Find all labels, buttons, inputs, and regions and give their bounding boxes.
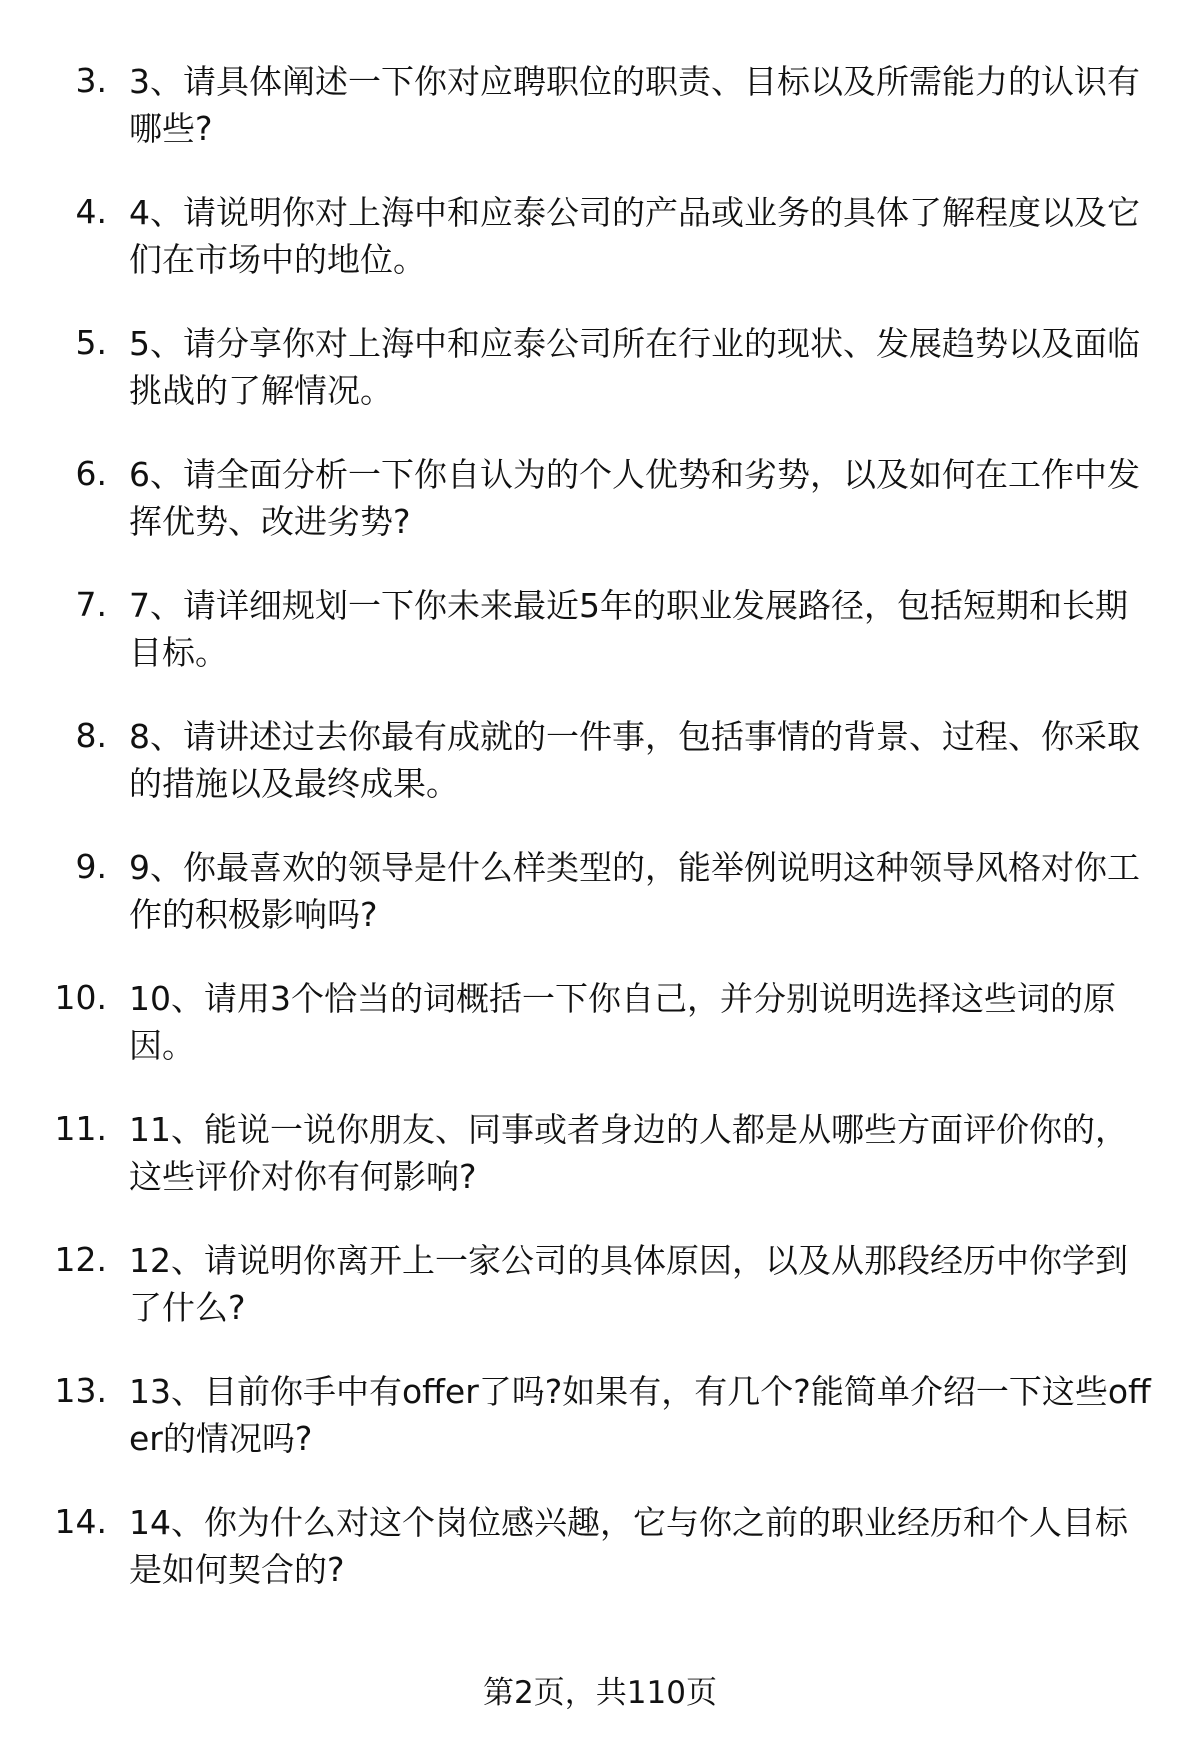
question-number: 10.	[54, 978, 107, 1017]
question-item	[0, 320, 1200, 451]
question-number: 13.	[54, 1371, 107, 1410]
question-text: 8、请讲述过去你最有成就的一件事，包括事情的背景、过程、你采取的措施以及最终成果。	[129, 717, 1140, 803]
question-item	[0, 1237, 1200, 1368]
question-number: 8.	[75, 716, 107, 755]
question-text: 6、请全面分析一下你自认为的个人优势和劣势，以及如何在工作中发挥优势、改进劣势?	[129, 455, 1140, 541]
document-page	[0, 58, 1200, 1630]
question-text: 12、请说明你离开上一家公司的具体原因，以及从那段经历中你学到了什么?	[129, 1241, 1128, 1327]
question-number: 9.	[75, 847, 107, 886]
question-list	[0, 58, 1200, 1630]
question-text: 7、请详细规划一下你未来最近5年的职业发展路径，包括短期和长期目标。	[129, 586, 1128, 672]
question-item	[0, 451, 1200, 582]
question-text: 3、请具体阐述一下你对应聘职位的职责、目标以及所需能力的认识有哪些?	[129, 62, 1140, 148]
question-number: 14.	[54, 1502, 107, 1541]
question-number: 7.	[75, 585, 107, 624]
question-text: 5、请分享你对上海中和应泰公司所在行业的现状、发展趋势以及面临挑战的了解情况。	[129, 324, 1140, 410]
question-number: 12.	[54, 1240, 107, 1279]
question-item	[0, 1499, 1200, 1630]
question-item	[0, 975, 1200, 1106]
question-number: 11.	[54, 1109, 107, 1148]
question-item	[0, 58, 1200, 189]
question-item	[0, 582, 1200, 713]
question-text: 10、请用3个恰当的词概括一下你自己，并分别说明选择这些词的原因。	[129, 979, 1116, 1065]
question-number: 4.	[75, 192, 107, 231]
question-item	[0, 713, 1200, 844]
question-item	[0, 1368, 1200, 1499]
page-footer: 第2页，共110页	[483, 1675, 717, 1711]
question-text: 4、请说明你对上海中和应泰公司的产品或业务的具体了解程度以及它们在市场中的地位。	[129, 193, 1140, 279]
question-text: 14、你为什么对这个岗位感兴趣，它与你之前的职业经历和个人目标是如何契合的?	[129, 1503, 1128, 1589]
question-text: 11、能说一说你朋友、同事或者身边的人都是从哪些方面评价你的，这些评价对你有何影响?	[129, 1110, 1128, 1196]
question-item	[0, 844, 1200, 975]
question-number: 6.	[75, 454, 107, 493]
question-number: 3.	[75, 61, 107, 100]
question-number: 5.	[75, 323, 107, 362]
question-item	[0, 1106, 1200, 1237]
question-text: 13、目前你手中有offer了吗?如果有，有几个?能简单介绍一下这些offer的情况吗?	[129, 1372, 1151, 1458]
question-text: 9、你最喜欢的领导是什么样类型的，能举例说明这种领导风格对你工作的积极影响吗?	[129, 848, 1140, 934]
question-item	[0, 189, 1200, 320]
